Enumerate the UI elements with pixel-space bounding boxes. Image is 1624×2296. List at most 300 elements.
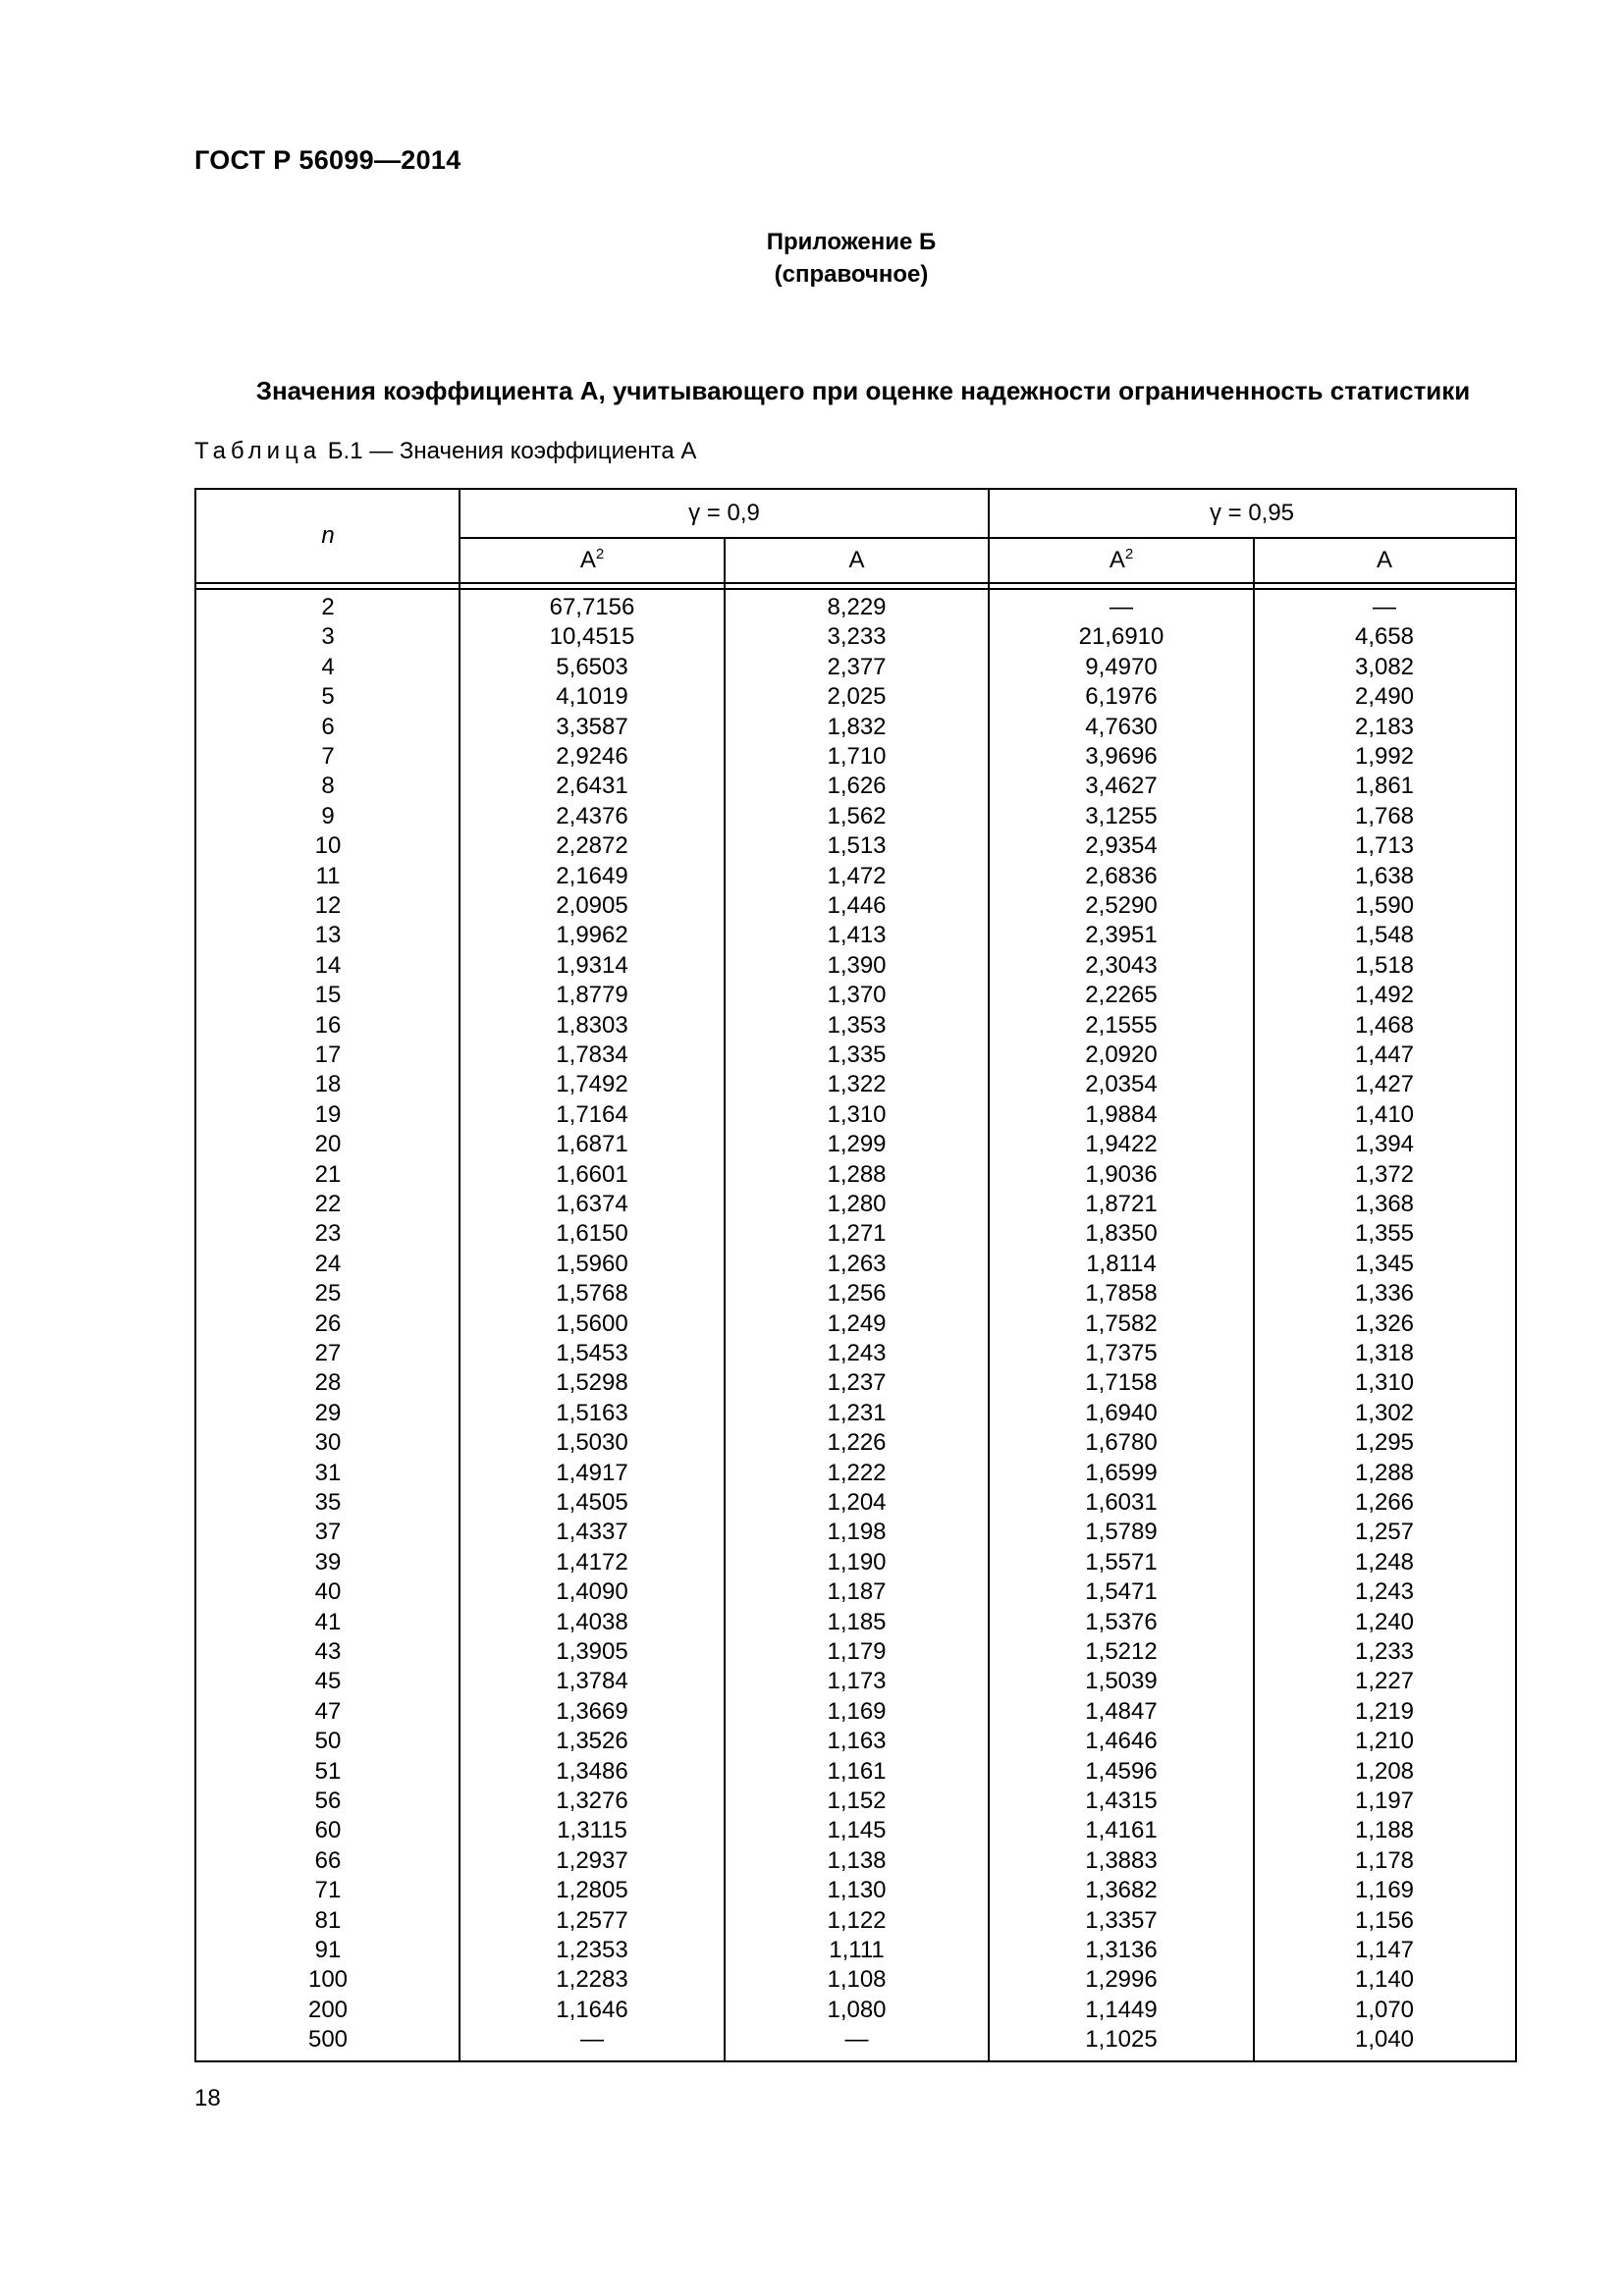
appendix-type: (справочное) [774,261,929,288]
table-cell: 37 [314,1519,342,1546]
table-cell: 1,562 [827,802,887,829]
table-cell: 4,658 [1354,623,1415,651]
table-cell: 1,256 [827,1280,887,1308]
table-cell: 1,231 [827,1399,887,1426]
table-cell: 15 [314,982,342,1009]
table-cell: 1,7164 [556,1100,628,1128]
table-row [196,1816,1515,1845]
table-cell: 21 [314,1160,342,1188]
table-cell: 1,237 [827,1369,887,1397]
table-cell: 1,492 [1354,982,1415,1009]
table-cell: 8,229 [827,594,887,620]
table-row [196,1996,1515,2025]
table-cell: 1,768 [1354,802,1415,829]
table-cell: 2,3951 [1085,922,1158,949]
table-cell: 71 [314,1877,342,1904]
table-cell: 30 [314,1429,342,1457]
table-cell: 1,5039 [1085,1668,1158,1695]
table-cell: 1,5768 [556,1280,628,1308]
table-cell: 1,513 [827,832,887,860]
table-cell: 31 [314,1459,342,1486]
table-cell: 50 [314,1728,342,1755]
table-cell: 1,6031 [1085,1489,1158,1516]
table-cell: 200 [307,1996,349,2023]
table-cell: 1,4038 [556,1608,628,1635]
table-cell: 1,8114 [1086,1250,1157,1277]
table-cell: 13 [314,922,342,949]
table-cell: 1,413 [827,922,887,949]
table-cell: 1,222 [827,1459,887,1486]
table-cell: 1,299 [827,1131,887,1158]
table-cell: 1,861 [1354,773,1415,800]
header-gamma-095: γ = 0,95 [1209,500,1295,526]
table-cell: 17 [314,1041,342,1068]
table-cell: 1,2937 [556,1846,628,1874]
table-cell: 3,4627 [1085,773,1158,800]
table-cell: 3 [321,623,335,651]
table-cell: 1,188 [1354,1817,1415,1844]
document-code: ГОСТ Р 56099—2014 [194,145,461,175]
table-cell: 1,3784 [556,1668,628,1695]
table-cell: 1,2805 [556,1877,628,1904]
table-cell: 1,233 [1354,1638,1415,1665]
table-cell: 1,4172 [556,1548,628,1575]
table-cell: 1,518 [1354,951,1415,979]
table-cell: 1,3526 [556,1728,628,1755]
table-cell: 1,2996 [1085,1966,1158,1994]
table-cell: 1,5030 [556,1429,628,1457]
table-cell: 1,8721 [1085,1191,1158,1217]
table-row [196,772,1515,801]
table-cell: 1,992 [1354,743,1415,770]
table-cell: 1,335 [827,1041,887,1068]
table-cell: 14 [314,951,342,979]
table-row [196,1667,1515,1696]
table-cell: 1,145 [827,1817,887,1844]
table-row [196,1846,1515,1876]
table-cell: 2 [321,594,335,620]
table-row [196,1041,1515,1070]
subheader-a-squared-1: $А^2$ [579,546,605,573]
table-row [196,1250,1515,1279]
table-cell: 1,190 [827,1548,887,1575]
table-cell: 1,163 [827,1728,887,1755]
table-cell: 9 [321,802,335,829]
table-cell: 29 [314,1399,342,1426]
table-cell: 1,185 [827,1608,887,1635]
table-cell: 1,208 [1354,1757,1415,1785]
table-cell: 10,4515 [549,623,635,651]
table-cell: 1,243 [1354,1578,1415,1606]
table-row [196,921,1515,950]
table-cell: 1,427 [1354,1071,1415,1098]
table-cell: 24 [314,1250,342,1277]
table-cell: 1,152 [827,1788,887,1814]
table-row [196,1279,1515,1308]
table-row [196,1727,1515,1756]
subheader-a-squared-2: $А^2$ [1109,546,1134,573]
table-row [196,1160,1515,1190]
table-row [196,2025,1515,2055]
table-cell: 1,249 [827,1309,887,1337]
table-cell: 1,310 [827,1100,887,1128]
table-cell: 81 [314,1906,342,1934]
table-cell: 2,025 [827,683,887,711]
table-cell: 26 [314,1309,342,1337]
table-cell: 5 [321,683,335,711]
table-row [196,1518,1515,1547]
table-cell: — [580,2026,604,2054]
table-cell: 8 [321,773,335,800]
table-cell: 2,183 [1354,713,1415,740]
table-row [196,1637,1515,1667]
table-cell: 1,1025 [1085,2026,1158,2054]
table-row [196,1936,1515,1965]
table-cell: 1,7858 [1085,1280,1158,1308]
table-row [196,593,1515,622]
table-cell: 1,326 [1354,1309,1415,1337]
table-cell: 2,5290 [1085,892,1158,919]
table-cell: 1,178 [1354,1846,1415,1874]
table-cell: 1,197 [1354,1788,1415,1814]
table-cell: 91 [314,1937,342,1963]
table-row [196,1309,1515,1339]
table-cell: 1,263 [827,1250,887,1277]
table-row [196,951,1515,981]
table-cell: 1,713 [1354,832,1415,860]
table-row [196,1548,1515,1577]
table-cell: 1,3669 [556,1697,628,1725]
table-cell: 2,1649 [556,862,628,889]
table-row [196,862,1515,891]
table-cell: 4,7630 [1085,713,1158,740]
table-cell: 51 [314,1757,342,1785]
table-cell: 1,410 [1354,1100,1415,1128]
table-cell: 1,138 [827,1846,887,1874]
table-cell: 1,3905 [556,1638,628,1665]
table-cell: 1,9884 [1085,1100,1158,1128]
table-cell: 1,390 [827,951,887,979]
table-cell: 40 [314,1578,342,1606]
table-cell: 2,0905 [556,892,628,919]
table-cell: 1,271 [827,1220,887,1248]
appendix-heading [0,226,1624,291]
table-cell: 2,2265 [1085,982,1158,1009]
subheader-a-1: А [848,547,865,573]
table-cell: 1,161 [827,1757,887,1785]
table-row [196,1368,1515,1398]
table-cell: 1,336 [1354,1280,1415,1308]
table-row [196,1906,1515,1936]
table-cell: 4 [321,653,335,680]
table-cell: 1,2283 [556,1966,628,1994]
table-row [196,981,1515,1010]
table-row [196,1130,1515,1159]
table-cell: 1,832 [827,713,887,740]
table-cell: 1,6150 [556,1220,628,1248]
table-cell: 56 [314,1788,342,1814]
table-cell: 3,1255 [1085,802,1158,829]
table-cell: 1,173 [827,1668,887,1695]
table-cell: 1,3682 [1085,1877,1158,1904]
table-cell: 41 [314,1608,342,1635]
table-cell: 1,7582 [1085,1309,1158,1337]
table-cell: 1,3357 [1085,1906,1158,1934]
page-number: 18 [194,2085,221,2111]
table-row [196,622,1515,652]
table-cell: 3,082 [1354,653,1415,680]
table-cell: 1,8303 [556,1011,628,1039]
table-cell: 1,302 [1354,1399,1415,1426]
table-cell: 1,8350 [1085,1220,1158,1248]
table-row [196,1757,1515,1787]
table-row [196,1965,1515,1995]
table-cell: 1,5571 [1085,1548,1158,1575]
table-cell: 1,4161 [1085,1817,1158,1844]
table-cell: 1,108 [827,1966,887,1994]
table-cell: 25 [314,1280,342,1308]
table-row [196,831,1515,861]
table-cell: 1,9314 [556,951,628,979]
table-cell: 18 [314,1071,342,1098]
header-bottom-line-2 [196,588,1515,590]
table-cell: 1,257 [1354,1519,1415,1546]
table-cell: 1,6599 [1085,1459,1158,1486]
subheader-a-2: А [1376,547,1392,573]
table-cell: 1,1646 [556,1996,628,2023]
table-cell: 1,9962 [556,922,628,949]
table-cell: 2,6836 [1085,862,1158,889]
table-cell: 2,377 [827,653,887,680]
table-cell: 1,111 [829,1937,885,1963]
table-caption-label: Таблица [194,438,322,464]
table-caption [194,438,696,465]
table-cell: 1,179 [827,1638,887,1665]
table-cell: 4,1019 [556,683,628,711]
table-cell: 22 [314,1191,342,1217]
table-cell: 1,638 [1354,862,1415,889]
table-cell: 10 [314,832,342,860]
table-cell: 1,353 [827,1011,887,1039]
table-cell: 2,0354 [1085,1071,1158,1098]
table-cell: 60 [314,1817,342,1844]
table-row [196,653,1515,682]
table-cell: 3,233 [827,623,887,651]
table-cell: 1,4337 [556,1519,628,1546]
table-cell: — [1373,594,1396,620]
table-cell: 1,710 [827,743,887,770]
table-cell: 1,345 [1354,1250,1415,1277]
table-cell: 1,6940 [1085,1399,1158,1426]
table-cell: 1,548 [1354,922,1415,949]
table-row [196,1608,1515,1637]
table-cell: 500 [307,2026,349,2054]
table-cell: 1,9036 [1085,1160,1158,1188]
table-cell: 1,3486 [556,1757,628,1785]
table-cell: 1,5163 [556,1399,628,1426]
table-cell: 1,8779 [556,982,628,1009]
table-cell: 1,5600 [556,1309,628,1337]
table-cell: 1,7834 [556,1041,628,1068]
table-cell: 1,447 [1354,1041,1415,1068]
table-row [196,1577,1515,1607]
table-cell: 1,227 [1354,1668,1415,1695]
table-row [196,1697,1515,1727]
table-cell: 1,4646 [1085,1728,1158,1755]
table-cell: 3,3587 [556,713,628,740]
table-cell: 1,198 [827,1519,887,1546]
table-cell: 1,288 [827,1160,887,1188]
table-cell: 1,3276 [556,1788,628,1814]
table-cell: 1,5212 [1085,1638,1158,1665]
table-cell: 1,6601 [556,1160,628,1188]
table-cell: 45 [314,1668,342,1695]
table-cell: 1,446 [827,892,887,919]
table-cell: 1,5471 [1085,1578,1158,1606]
table-cell: 2,3043 [1085,951,1158,979]
table-cell: 1,080 [827,1996,887,2023]
table-cell: 27 [314,1340,342,1366]
table-cell: 1,394 [1354,1131,1415,1158]
table-caption-text: Б.1 — Значения коэффициента А [327,438,697,464]
table-cell: 2,6431 [556,773,628,800]
table-cell: 1,5789 [1085,1519,1158,1546]
table-row [196,1100,1515,1130]
table-cell: 67,7156 [549,594,635,620]
table-cell: 1,318 [1354,1340,1415,1366]
table-cell: 1,5298 [556,1369,628,1397]
table-cell: 1,1449 [1085,1996,1158,2023]
table-cell: 1,240 [1354,1608,1415,1635]
table-cell: 1,472 [827,862,887,889]
table-cell: 47 [314,1697,342,1725]
table-cell: 1,355 [1354,1220,1415,1248]
table-cell: 1,4315 [1085,1788,1158,1814]
table-cell: 39 [314,1548,342,1575]
table-cell: 1,210 [1354,1728,1415,1755]
table-cell: 1,3883 [1085,1846,1158,1874]
table-cell: 1,219 [1354,1697,1415,1725]
table-cell: 1,468 [1354,1011,1415,1039]
table-cell: 2,0920 [1085,1041,1158,1068]
table-cell: 3,9696 [1085,743,1158,770]
table-cell: 1,187 [827,1578,887,1606]
table-row [196,682,1515,712]
table-cell: 1,4917 [556,1459,628,1486]
table-cell: 1,280 [827,1191,887,1217]
table-cell: 2,4376 [556,802,628,829]
table-cell: 20 [314,1131,342,1158]
table-cell: 1,288 [1354,1459,1415,1486]
table-cell: 1,243 [827,1340,887,1366]
table-row [196,891,1515,921]
table-row [196,802,1515,831]
table-cell: 23 [314,1220,342,1248]
header-gamma-09: γ = 0,9 [688,500,760,526]
table-cell: 1,248 [1354,1548,1415,1575]
table-cell: 1,295 [1354,1429,1415,1457]
table-cell: 1,4505 [556,1489,628,1516]
table-cell: 1,3136 [1085,1937,1158,1963]
table-cell: 1,626 [827,773,887,800]
table-cell: — [1110,594,1133,620]
table-cell: 66 [314,1846,342,1874]
table-cell: 2,2872 [556,832,628,860]
table-cell: 1,040 [1354,2026,1415,2054]
table-cell: 1,9422 [1085,1131,1158,1158]
table-row [196,742,1515,772]
table-cell: 1,070 [1354,1996,1415,2023]
table-cell: 7 [321,743,335,770]
table-cell: — [844,2026,869,2054]
coefficient-table [194,488,1517,2062]
table-cell: 5,6503 [556,653,628,680]
table-row [196,1787,1515,1816]
table-cell: 1,169 [1354,1877,1415,1904]
table-cell: 1,7492 [556,1071,628,1098]
appendix-title: Приложение Б [766,229,937,255]
table-cell: 1,310 [1354,1369,1415,1397]
table-cell: 19 [314,1100,342,1128]
table-cell: 1,204 [827,1489,887,1516]
table-row [196,1190,1515,1219]
table-cell: 1,5376 [1085,1608,1158,1635]
table-cell: 2,9246 [556,743,628,770]
table-cell: 1,266 [1354,1489,1415,1516]
table-cell: 1,4090 [556,1578,628,1606]
table-row [196,1459,1515,1488]
table-cell: 1,2577 [556,1906,628,1934]
table-cell: 1,7375 [1085,1340,1158,1366]
table-cell: 1,3115 [557,1817,627,1844]
table-cell: 12 [314,892,342,919]
table-cell: 1,372 [1354,1160,1415,1188]
table-row [196,1219,1515,1249]
table-cell: 1,590 [1354,892,1415,919]
table-cell: 21,6910 [1078,623,1164,651]
table-cell: 1,147 [1354,1937,1415,1963]
table-cell: 16 [314,1011,342,1039]
table-cell: 9,4970 [1085,653,1158,680]
table-cell: 28 [314,1369,342,1397]
table-cell: 6,1976 [1085,683,1158,711]
table-cell: 1,226 [827,1429,887,1457]
table-cell: 2,490 [1354,683,1415,711]
table-row [196,1876,1515,1905]
table-cell: 1,130 [827,1877,887,1904]
table-cell: 100 [307,1966,349,1994]
table-row [196,713,1515,742]
table-row [196,1070,1515,1099]
table-cell: 1,140 [1354,1966,1415,1994]
table-cell: 1,6374 [556,1191,628,1217]
table-cell: 1,169 [827,1697,887,1725]
table-cell: 1,4847 [1085,1697,1158,1725]
table-cell: 1,4596 [1085,1757,1158,1785]
table-cell: 1,2353 [556,1937,628,1963]
table-cell: 2,1555 [1085,1011,1158,1039]
table-cell: 35 [314,1489,342,1516]
table-cell: 1,122 [827,1906,887,1934]
table-cell: 1,5453 [556,1340,628,1366]
table-row [196,1011,1515,1041]
table-cell: 1,5960 [556,1250,628,1277]
table-row [196,1339,1515,1368]
table-row [196,1488,1515,1518]
table-cell: 1,370 [827,982,887,1009]
table-row [196,1399,1515,1428]
table-cell: 6 [321,713,335,740]
